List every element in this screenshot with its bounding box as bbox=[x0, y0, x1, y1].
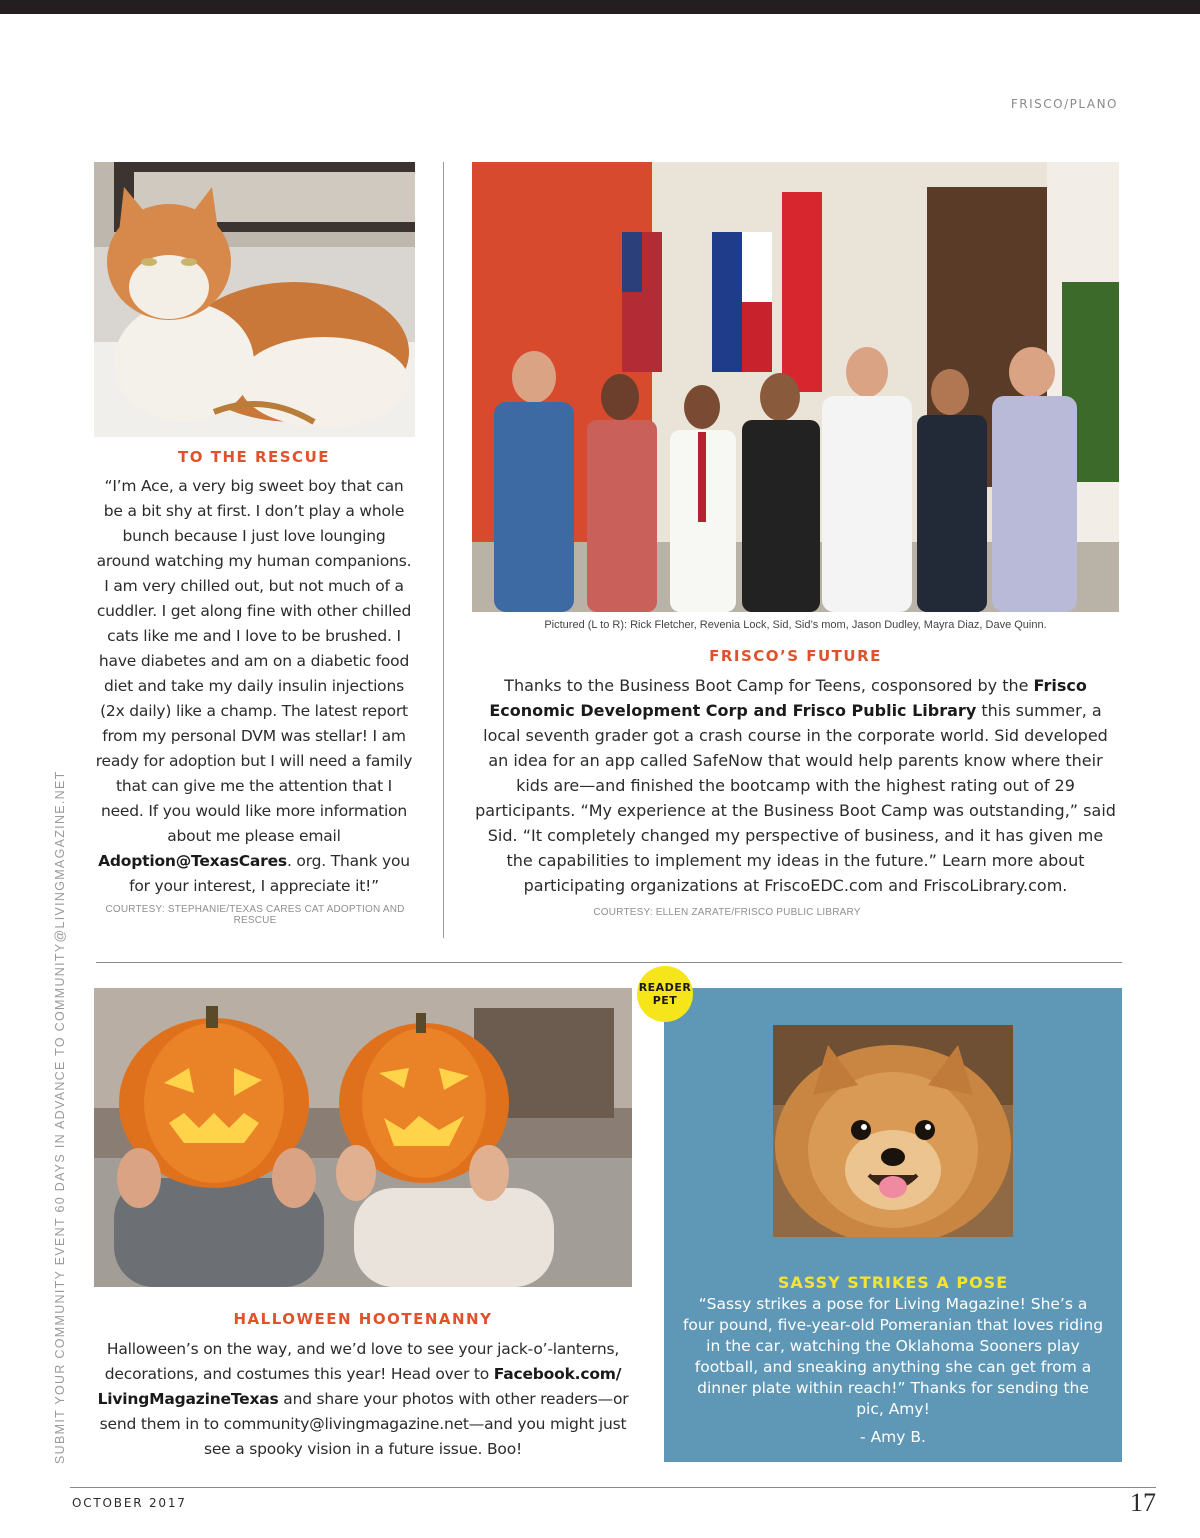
page-number: 17 bbox=[1130, 1488, 1156, 1517]
future-body-bold: Frisco Economic Development Corp and Frisco Public Library bbox=[489, 676, 1087, 720]
rescue-credit: COURTESY: STEPHANIE/TEXAS CARES CAT ADOPTION AND RESCUE bbox=[105, 904, 405, 926]
rescue-body bbox=[94, 474, 414, 899]
section-label: FRISCO/PLANO bbox=[1010, 97, 1118, 111]
halloween-body-text: Halloween’s on the way, and we’d love to see your jack-o’-lanterns, decorations, and costumes this year! Head over to bbox=[104, 1340, 620, 1383]
issue-date: OCTOBER 2017 bbox=[72, 1496, 187, 1510]
reader-pet-badge bbox=[637, 966, 693, 1022]
group-photo bbox=[472, 162, 1119, 612]
cat-photo bbox=[94, 162, 415, 437]
pumpkin-photo bbox=[94, 988, 632, 1287]
future-body-text: Thanks to the Business Boot Camp for Teens, cosponsored by the bbox=[504, 676, 1034, 695]
future-body bbox=[473, 673, 1118, 898]
rescue-heading: TO THE RESCUE bbox=[178, 448, 330, 466]
section-divider bbox=[96, 962, 1122, 963]
halloween-body-bold: Facebook.com/ LivingMagazineTexas bbox=[97, 1365, 622, 1408]
rescue-body-end: . org. Thank you for your interest, I appreciate it!” bbox=[129, 852, 410, 895]
future-body-end: this summer, a local seventh grader got a crash course in the corporate world. Sid developed an idea for an app called SafeNow that would help parents know where their kids are—and finished the bootcamp with the highest rating out of 29 participants. “My experience at the Business Boot Camp was outstanding,” said Sid. “It completely changed my perspective of business, and it has given me the capabilities to implement my ideas in the future.” Learn more about participating organizations at FriscoEDC.com and FriscoLibrary.com. bbox=[475, 701, 1116, 895]
badge-line-1: READER bbox=[638, 981, 692, 994]
rescue-email: Adoption@TexasCares bbox=[98, 852, 287, 870]
reader-pet-body: “Sassy strikes a pose for Living Magazine! She’s a four pound, five-year-old Pomeranian that loves riding in the car, watching the Oklahoma Sooners play football, and sneaking anything she can get from a dinner plate within reach!” Thanks for sending the pic, Amy! bbox=[682, 1295, 1104, 1418]
pomeranian-photo bbox=[773, 1025, 1013, 1237]
group-photo-caption: Pictured (L to R): Rick Fletcher, Revenia Lock, Sid, Sid’s mom, Jason Dudley, Mayra Diaz, Dave Quinn. bbox=[544, 619, 1047, 631]
column-divider bbox=[443, 162, 444, 938]
future-credit: COURTESY: ELLEN ZARATE/FRISCO PUBLIC LIBRARY bbox=[593, 907, 861, 918]
footer-divider bbox=[70, 1487, 1156, 1488]
reader-pet-signature: - Amy B. bbox=[860, 1428, 926, 1446]
halloween-body bbox=[94, 1337, 632, 1462]
halloween-heading: HALLOWEEN HOOTENANNY bbox=[233, 1310, 493, 1328]
reader-pet-heading: SASSY STRIKES A POSE bbox=[777, 1273, 1009, 1292]
badge-line-2: PET bbox=[652, 994, 678, 1007]
top-bar bbox=[0, 0, 1200, 14]
submission-sidebar-text: SUBMIT YOUR COMMUNITY EVENT 60 DAYS IN ADVANCE TO COMMUNITY@LIVINGMAGAZINE.NET bbox=[53, 770, 67, 1464]
halloween-body-end: and share your photos with other readers—or send them in to community@livingmagazine.net—and you might just see a spooky vision in a future issue. Boo! bbox=[99, 1390, 629, 1458]
rescue-body-text: “I’m Ace, a very big sweet boy that can be a bit shy at first. I don’t play a whole bunch because I just love lounging around watching my human companions. I am very chilled out, but not much of a cuddler. I get along fine with other chilled cats like me and I love to be brushed. I have diabetes and am on a diabetic food diet and take my daily insulin injections (2x daily) like a champ. The latest report from my personal DVM was stellar! I am ready for adoption but I will need a family that can give me the attention that I need. If you would like more information about me please email bbox=[95, 477, 413, 845]
future-heading: FRISCO’S FUTURE bbox=[709, 647, 882, 665]
